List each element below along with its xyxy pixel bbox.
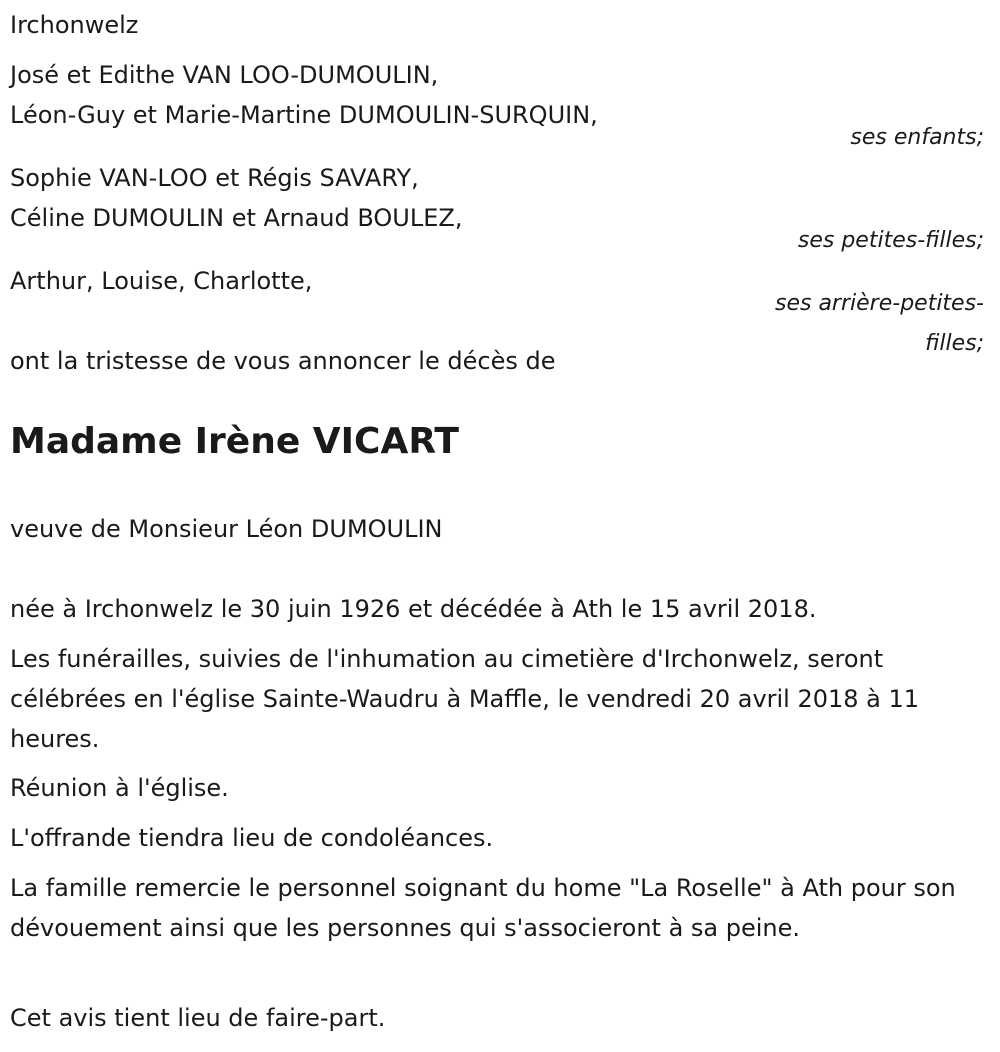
- granddaughters-line-1: Sophie VAN-LOO et Régis SAVARY,: [10, 164, 419, 192]
- great-grandchildren-role-1: ses arrière-petites-: [775, 291, 984, 316]
- thanks-paragraph: La famille remercie le personnel soignant du home "La Roselle" à Ath pour son dévouement ainsi que les personnes qui s'associeront à sa peine.: [10, 874, 956, 942]
- deceased-name: Madame Irène VICART: [10, 421, 459, 462]
- children-line-1: José et Edithe VAN LOO-DUMOULIN,: [10, 61, 439, 89]
- children-line-2: Léon-Guy et Marie-Martine DUMOULIN-SURQUIN,: [10, 101, 598, 129]
- announcement-text: ont la tristesse de vous annoncer le décès de: [10, 347, 556, 375]
- offering-paragraph: L'offrande tiendra lieu de condoléances.: [10, 824, 494, 852]
- granddaughters-line-2: Céline DUMOULIN et Arnaud BOULEZ,: [10, 204, 463, 232]
- notice-paragraph: Cet avis tient lieu de faire-part.: [10, 1004, 386, 1032]
- funeral-paragraph: Les funérailles, suivies de l'inhumation au cimetière d'Irchonwelz, seront célébrées en l'église Sainte-Waudru à Maffle, le vendredi 20 avril 2018 à 11 heures.: [10, 645, 920, 753]
- granddaughters-role: ses petites-filles;: [797, 228, 984, 253]
- meeting-paragraph: Réunion à l'église.: [10, 774, 229, 802]
- place-heading: Irchonwelz: [10, 11, 139, 39]
- widow-of: veuve de Monsieur Léon DUMOULIN: [10, 515, 443, 543]
- great-grandchildren-line-1: Arthur, Louise, Charlotte,: [10, 267, 313, 295]
- children-role: ses enfants;: [850, 125, 984, 150]
- birth-death-paragraph: née à Irchonwelz le 30 juin 1926 et décédée à Ath le 15 avril 2018.: [10, 595, 817, 623]
- great-grandchildren-role-2: filles;: [925, 331, 984, 356]
